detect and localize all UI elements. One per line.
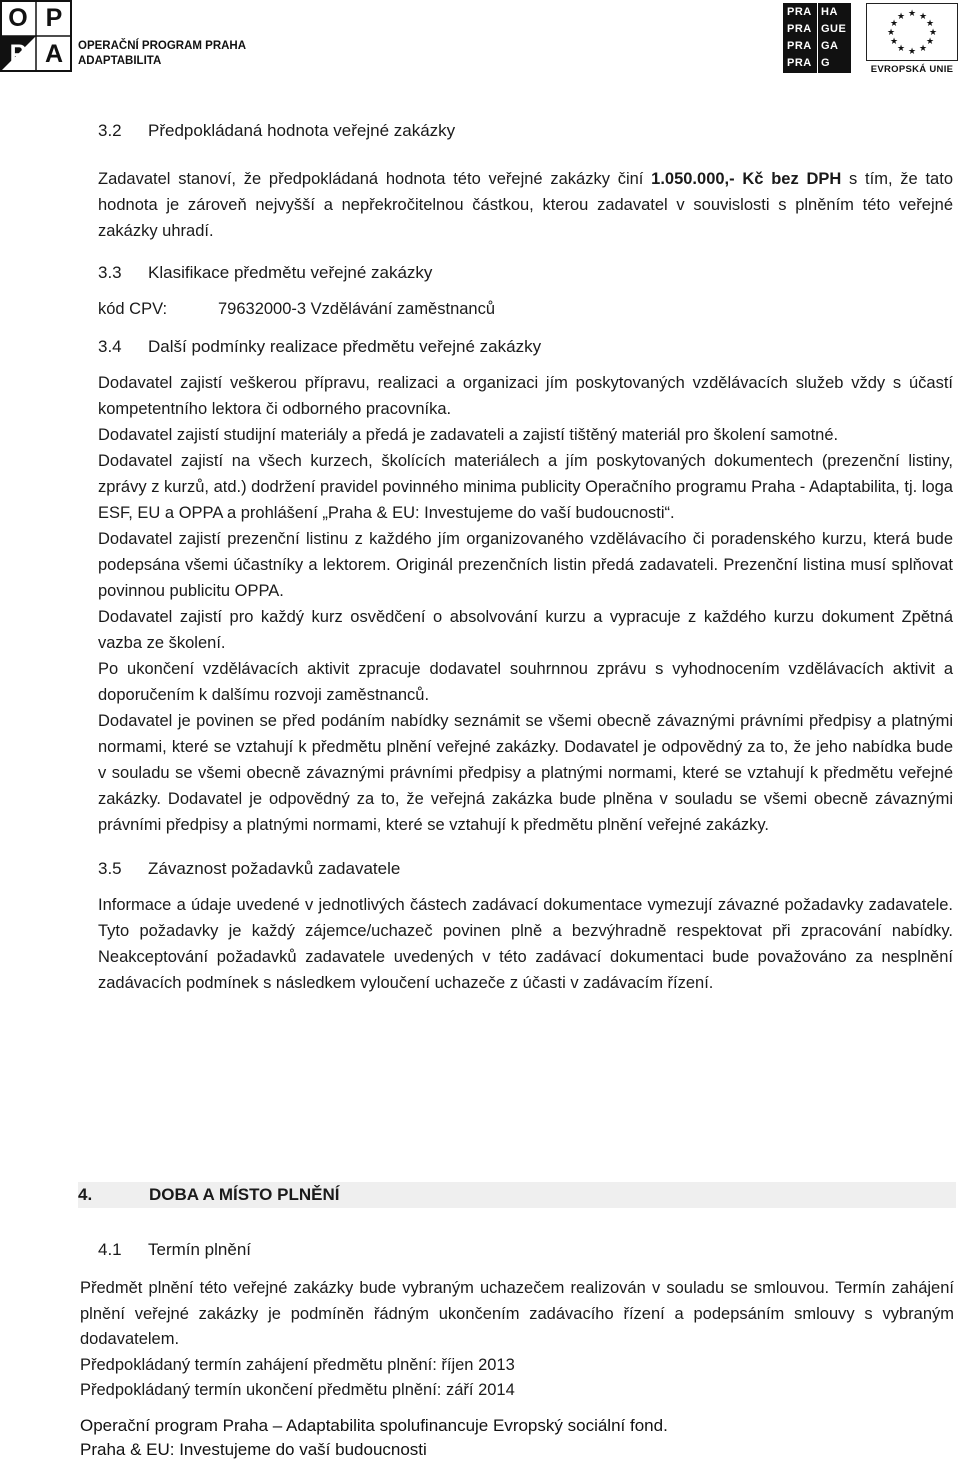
paragraph: Dodavatel zajistí na všech kurzech, školících materiálech a jím poskytovaných dokumentech (prezenční listiny, zprávy z kurzů, atd.) dodržení pravidel povinného minima publicity Operačního programu Praha - Adaptabilita, tj. loga ESF, EU a OPPA a prohlášení „Praha & EU: Investujeme do vaší budoucnosti“. bbox=[98, 452, 953, 522]
section-3-5-text: Informace a údaje uvedené v jednotlivých částech zadávací dokumentace vymezují závazné požadavky zadavatele. Tyto požadavky je každý zájemce/uchazeč povinen plně a bezvýhradně respektovat při zpracování nabídky. Neakceptování požadavků zadavatele uvedených v této zadávací dokumentaci bude považováno za nesplnění zadávacích podmínek s následkem vyloučení uchazeče z účasti v zadávacím řízení. bbox=[98, 896, 953, 992]
section-heading-3-5 bbox=[98, 856, 953, 882]
svg-text:★: ★ bbox=[918, 12, 928, 22]
section-heading-3-4 bbox=[98, 334, 953, 360]
section-title: Klasifikace předmětu veřejné zakázky bbox=[148, 263, 433, 282]
praha-cell: G bbox=[821, 57, 831, 69]
section-number: 3.4 bbox=[98, 337, 122, 356]
oppa-letter-3: P bbox=[9, 40, 27, 68]
start-date: Předpokládaný termín zahájení předmětu plnění: říjen 2013 bbox=[80, 1355, 515, 1374]
praha-cell: PRA bbox=[787, 6, 812, 18]
section-heading-4-1 bbox=[98, 1237, 251, 1263]
svg-text:★: ★ bbox=[925, 37, 935, 47]
end-date: Předpokládaný termín ukončení předmětu plnění: září 2014 bbox=[80, 1381, 515, 1399]
svg-text:★: ★ bbox=[889, 19, 899, 29]
oppa-name-line-1: OPERAČNÍ PROGRAM PRAHA bbox=[78, 40, 247, 52]
footer-line-2: Praha & EU: Investujeme do vaší budoucnosti bbox=[80, 1440, 427, 1459]
eu-flag-icon bbox=[866, 3, 958, 61]
svg-text:★: ★ bbox=[907, 9, 917, 19]
section-4-1-body bbox=[80, 1276, 954, 1404]
svg-text:★: ★ bbox=[886, 28, 896, 38]
praha-cell: PRA bbox=[787, 23, 812, 35]
section-title: Další podmínky realizace předmětu veřejné zakázky bbox=[148, 337, 542, 356]
section-number: 4. bbox=[78, 1185, 93, 1204]
oppa-letter-1: O bbox=[8, 4, 28, 32]
svg-text:★: ★ bbox=[928, 28, 938, 38]
paragraph: Dodavatel zajistí prezenční listinu z každého jím organizovaného vzdělávacího či poradenského kurzu, která bude podepsána všemi účastníky a lektorem. Originál prezenčních listin předá zadavateli. Prezenční listina musí splňovat povinnou publicitu OPPA. bbox=[98, 530, 953, 600]
praha-cell: PRA bbox=[787, 40, 812, 52]
oppa-logo bbox=[0, 0, 72, 72]
section-heading-3-3 bbox=[98, 260, 953, 286]
text-run: s tím, že tato hodnota je zároveň nejvyšší a nepřekročitelnou částkou, kterou zadavatel v souvislosti s plněním této veřejné zakázky uhradí. bbox=[98, 170, 953, 240]
text-run: Zadavatel stanoví, že předpokládaná hodnota této veřejné zakázky činí bbox=[98, 170, 652, 188]
section-number: 3.2 bbox=[98, 121, 122, 140]
eu-label: EVROPSKÁ UNIE bbox=[870, 64, 954, 75]
section-title: Termín plnění bbox=[148, 1240, 251, 1259]
paragraph: Po ukončení vzdělávacích aktivit zpracuje dodavatel souhrnnou zprávu s vyhodnocením vzdělávacích aktivit a doporučením k dalšímu rozvoji zaměstnanců. bbox=[98, 660, 953, 704]
paragraph: Předmět plnění této veřejné zakázky bude vybraným uchazečem realizován v souladu se smlouvou. Termín zahájení plnění veřejné zakázky je podmíněn řádným ukončením zadávacího řízení a podepsáním smlouvy s vybraným dodavatelem. bbox=[80, 1279, 954, 1348]
svg-text:★: ★ bbox=[907, 47, 917, 57]
document-body bbox=[98, 118, 953, 996]
section-heading-4 bbox=[78, 1182, 956, 1208]
praha-cell: GA bbox=[821, 40, 839, 52]
section-number: 3.3 bbox=[98, 263, 122, 282]
oppa-name-line-2: ADAPTABILITA bbox=[78, 55, 162, 67]
footer-line-1: Operační program Praha – Adaptabilita spolufinancuje Evropský sociální fond. bbox=[80, 1416, 668, 1435]
section-title: Závaznost požadavků zadavatele bbox=[148, 859, 401, 878]
oppa-program-name bbox=[78, 39, 246, 69]
page-footer bbox=[80, 1414, 954, 1462]
svg-text:★: ★ bbox=[918, 44, 928, 54]
paragraph: Dodavatel zajistí pro každý kurz osvědčení o absolvování kurzu a vypracuje z každého kurzu dokument Zpětná vazba ze školení. bbox=[98, 608, 953, 652]
cpv-value: 79632000-3 Vzdělávání zaměstnanců bbox=[218, 300, 496, 318]
section-3-2-text bbox=[98, 166, 953, 244]
paragraph: Dodavatel zajistí studijní materiály a předá je zadavateli a zajistí tištěný materiál pro školení samotné. bbox=[98, 426, 839, 444]
praha-cell: PRA bbox=[787, 57, 812, 69]
svg-text:★: ★ bbox=[925, 19, 935, 29]
section-title: Předpokládaná hodnota veřejné zakázky bbox=[148, 121, 456, 140]
price-value: 1.050.000,- Kč bez DPH bbox=[651, 170, 842, 188]
page-header bbox=[0, 0, 960, 80]
section-heading-3-2 bbox=[98, 118, 953, 144]
paragraph: Dodavatel je povinen se před podáním nabídky seznámit se všemi obecně závaznými právními předpisy a platnými normami, které se vztahují k předmětu plnění veřejné zakázky. Dodavatel je odpovědný za to, že jeho nabídka bude v souladu se všemi obecně závaznými právními předpisy a platnými normami, které se vztahují k předmětu veřejné zakázky. Dodavatel je odpovědný za to, že veřejná zakázka bude plněna v souladu se všemi obecně závaznými právními předpisy a platnými normami, které se vztahují k předmětu plnění veřejné zakázky. bbox=[98, 712, 953, 834]
praha-logo bbox=[783, 3, 851, 73]
eu-logo bbox=[866, 3, 958, 75]
svg-text:★: ★ bbox=[896, 12, 906, 22]
cpv-label: kód CPV: bbox=[98, 300, 168, 318]
praha-cell: GUE bbox=[821, 23, 847, 35]
section-number: 4.1 bbox=[98, 1240, 122, 1259]
section-number: 3.5 bbox=[98, 859, 122, 878]
paragraph: Dodavatel zajistí veškerou přípravu, realizaci a organizaci jím poskytovaných vzdělávacích služeb vždy s účastí kompetentního lektora či odborného pracovníka. bbox=[98, 374, 953, 418]
cpv-code-row bbox=[98, 296, 953, 322]
svg-text:★: ★ bbox=[896, 44, 906, 54]
oppa-letter-4: A bbox=[44, 40, 64, 68]
section-title: DOBA A MÍSTO PLNĚNÍ bbox=[149, 1185, 340, 1204]
praha-cell: HA bbox=[821, 6, 838, 18]
oppa-letter-2: P bbox=[45, 4, 63, 32]
svg-text:★: ★ bbox=[889, 37, 899, 47]
